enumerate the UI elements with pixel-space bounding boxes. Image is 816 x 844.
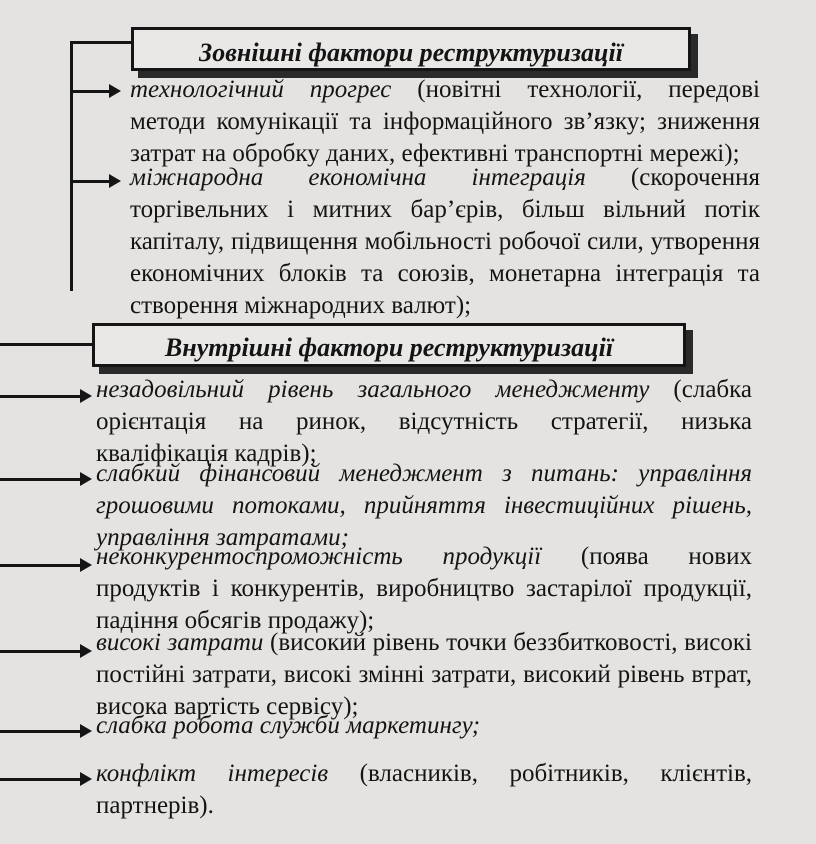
arrow-icon	[73, 90, 111, 93]
external-factors-title: Зовнішні фактори реструктуризації	[199, 38, 623, 67]
arrow-icon	[0, 395, 82, 398]
arrow-icon	[0, 478, 82, 481]
internal-factors-header	[92, 323, 686, 367]
arrow-icon	[0, 778, 82, 781]
arrow-icon	[0, 730, 82, 733]
connector-spine-external	[70, 41, 73, 291]
arrow-icon	[0, 564, 82, 567]
arrow-icon	[0, 650, 82, 653]
connector-top	[70, 41, 132, 44]
internal-factors-title: Внутрішні фактори реструктуризації	[164, 333, 614, 362]
list-item: слабка робота служби маркетингу;	[96, 712, 481, 739]
arrow-icon	[73, 180, 111, 183]
connector-internal	[0, 343, 93, 346]
list-item: незадовільний рівень загального менеджменту (слабка орієнтація на ринок, відсутність стратегії, низька кваліфікація кадрів);	[96, 376, 752, 467]
list-item: високі затрати (високий рівень точки беззбитковості, високі постійні затрати, високі змінні затрати, високий рівень втрат, висока вартість сервісу);	[96, 629, 752, 720]
external-factors-header	[131, 27, 691, 71]
list-item: слабкий фінансовий менеджмент з питань: управління грошовими потоками, прийняття інвестиційних рішень, управління затратами;	[96, 460, 752, 551]
list-item: міжнародна економічна інтеграція (скорочення торгівельних і митних бар’єрів, більш вільний потік капіталу, підвищення мобільності робочої сили, утворення економічних блоків та союзів, монетарна інтеграція та створення міжнародних валют);	[130, 164, 760, 319]
list-item: технологічний прогрес (новітні технології, передові методи комунікації та інформаційного зв’язку; зниження затрат на обробку даних, ефективні транспортні мережі);	[130, 76, 761, 167]
list-item: конфлікт інтересів (власників, робітників, клієнтів, партнерів).	[96, 760, 752, 819]
list-item: неконкурентоспроможність продукції (поява нових продуктів і конкурентів, виробництво застарілої продукції, падіння обсягів продажу);	[96, 543, 752, 634]
